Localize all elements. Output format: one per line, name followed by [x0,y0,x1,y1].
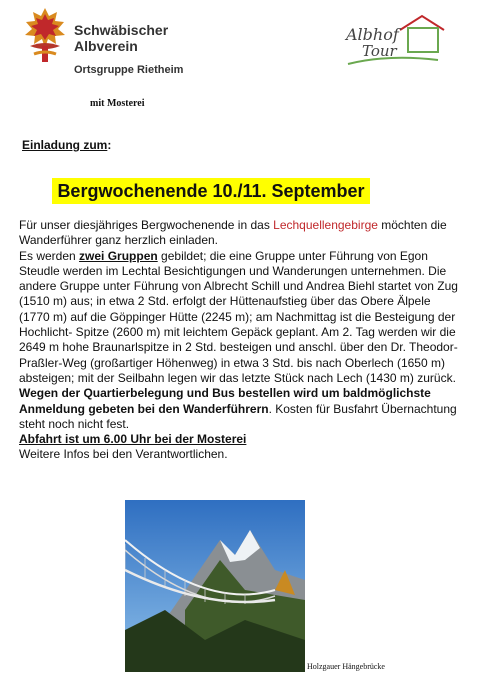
region-highlight: Lechquellengebirge [273,218,378,232]
albhof-logo-text-1: Albhof [346,25,399,44]
org-name-line2: Albverein [74,38,138,54]
registration-notice: Wegen der Quartierbelegung und Bus bestellen wird um baldmöglichste Anmeldung gebeten bei den Wanderführern [19,386,431,416]
paragraph-intro [19,218,459,249]
invitation-body [19,218,459,463]
more-info: Weitere Infos bei den Verantwortlichen. [19,447,228,462]
departure-info: Abfahrt ist um 6.00 Uhr bei der Mosterei [19,432,247,447]
org-name-line1: Schwäbischer [74,22,169,38]
groups-highlight: zwei Gruppen [79,248,158,263]
invitation-label [22,138,111,152]
organization-name [74,22,168,54]
intro-text: Für unser diesjähriges Bergwochenende in das [19,218,274,232]
local-group-name: Ortsgruppe Rietheim [74,64,184,76]
event-title: Bergwochenende 10./11. September [52,178,370,204]
paragraph-registration [19,386,459,432]
cost-note: . Kosten für Busfahrt Übernachtung steht noch nicht fest. [19,401,457,431]
mosterei-line: mit Mosterei [90,98,145,109]
intro-text-end: möchten die Wanderführer ganz herzlich einladen. [19,218,447,248]
albhof-logo-text-2: Tour [362,42,397,60]
bridge-photo [125,500,305,672]
albverein-leaf-logo [22,6,68,64]
groups-text-start: Es werden [19,248,80,263]
groups-text: gebildet; die eine Gruppe unter Führung von Egon Steudle werden im Lechtal Besichtigungen und Wanderungen unternehmen. Die andere Gruppe unter Führung von Albrecht Schill und Andrea Biehl startet von Zug (1510 m) aus; in etwa 2 Std. erfolgt der Hüttenaufstieg über das Obere Älpele (1770 m) auf die Göppinger Hütte (2245 m); am Nachmittag ist die Besteigung der Hochlicht- Spitze (2600 m) mit leichtem Gepäck geplant. Am 2. Tag werden wir die 2649 m hohe Braunarlspitze in 2 Std. besteigen und anschl. über den Dr. Theodor-Praßler-Weg (großartiger Höhenweg) in etwa 3 Std. bis nach Oberlech (1650 m) absteigen; mit der Seilbahn legen wir das letzte Stück nach Lech (1430 m) zurück. [19,248,458,385]
paragraph-groups [19,249,459,387]
photo-caption: Holzgauer Hängebrücke [307,662,385,671]
invitation-colon: : [107,138,112,152]
albhof-tour-logo [338,8,454,68]
invitation-label-text: Einladung zum [22,138,108,152]
